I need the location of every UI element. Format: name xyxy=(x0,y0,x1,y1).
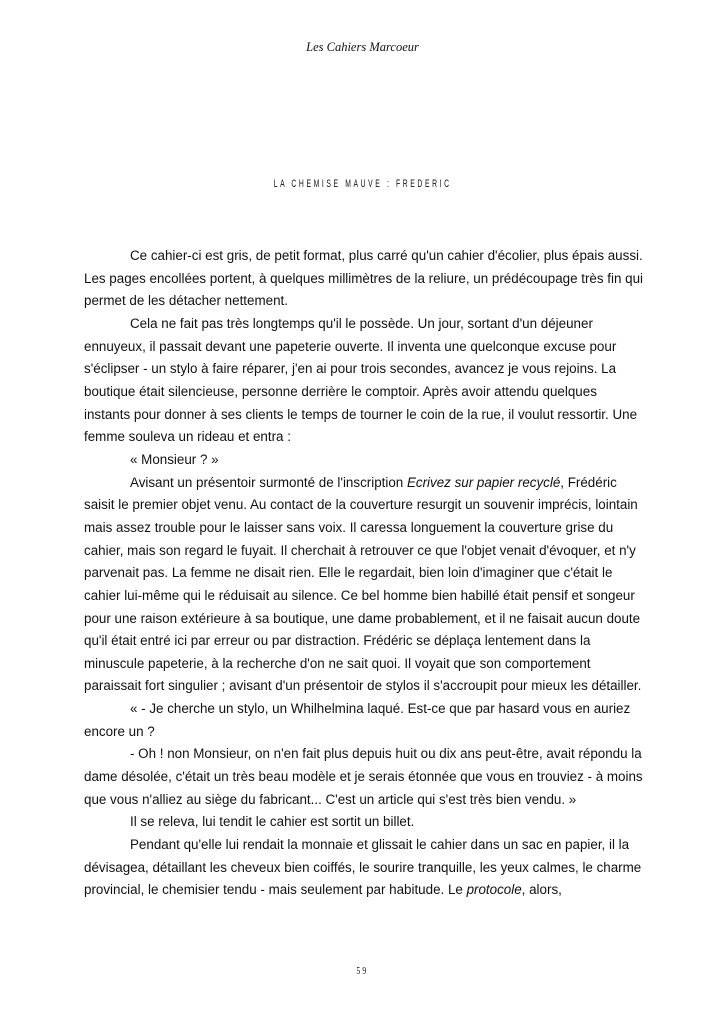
paragraph: « - Je cherche un stylo, un Whilhelmina laqué. Est-ce que par hasard vous en auriez encore un ? xyxy=(84,701,631,739)
paragraph xyxy=(84,472,644,699)
body-text xyxy=(84,245,644,902)
paragraph: Il se releva, lui tendit le cahier est sortit un billet. xyxy=(130,814,415,830)
paragraph: - Oh ! non Monsieur, on n'en fait plus depuis huit ou dix ans peut-être, avait répondu la dame désolée, c'était un très beau modèle et je serais étonnée que vous en trouviez - à moins que vous n'alliez au siège du fabricant... C'est un article qui s'est très bien vendu. » xyxy=(84,746,643,807)
paragraph: « Monsieur ? » xyxy=(130,451,219,467)
emphasized-text: protocole xyxy=(466,882,522,898)
paragraph: Cela ne fait pas très longtemps qu'il le possède. Un jour, sortant d'un déjeuner ennuyeux, il passait devant une papeterie ouverte. Il inventa une quelconque excuse pour s'éclipser - un stylo à faire réparer, j'en ai pour trois secondes, avancez je vous rejoins. La boutique était silencieuse, personne derrière le comptoir. Après avoir attendu quelques instants pour donner à ses clients le temps de tourner le coin de la rue, il voulut ressortir. Une femme souleva un rideau et entra : xyxy=(84,315,638,445)
paragraph xyxy=(84,834,644,902)
paragraph-text: , alors, xyxy=(521,882,562,898)
page-number: 59 xyxy=(356,965,369,977)
chapter-title: LA CHEMISE MAUVE : FREDERIC xyxy=(273,178,452,190)
paragraph-text: Pendant qu'elle lui rendait la monnaie et glissait le cahier dans un sac en papier, il la dévisagea, détaillant les cheveux bien coiffés, le sourire tranquille, les yeux calmes, le charme provincial, le chemisier tendu - mais seulement par habitude. Le xyxy=(84,837,642,898)
running-header: Les Cahiers Marcoeur xyxy=(306,40,419,54)
emphasized-text: Ecrivez sur papier recyclé xyxy=(406,474,561,490)
paragraph: Ce cahier-ci est gris, de petit format, plus carré qu'un cahier d'écolier, plus épais aussi. Les pages encollées portent, à quelques millimètres de la reliure, un prédécoupage très fin qui permet de les détacher nettement. xyxy=(84,248,644,309)
paragraph-text: , Frédéric saisit le premier objet venu. Au contact de la couverture resurgit un souvenir imprécis, lointain mais assez trouble pour le laisser sans voix. Il caressa longuement la couverture grise du cahier, mais son regard le fuyait. Il cherchait à retrouver ce que l'objet venait d'évoquer, et n'y parvenait pas. La femme ne disait rien. Elle le regardait, bien loin d'imaginer que c'était le cahier lui-même qui le réduisait au silence. Ce bel homme bien habillé était pensif et songeur pour une raison extérieure à sa boutique, une dame probablement, et il ne faisait aucun doute qu'il était entré ici par erreur ou par distraction. Frédéric se déplaça lentement dans la minuscule papeterie, à la recherche d'on ne sait quoi. Il voyait que son comportement paraissait fort singulier ; avisant d'un présentoir de stylos il s'accroupit pour mieux les détailler. xyxy=(84,474,642,694)
paragraph-text: Avisant un présentoir surmonté de l'inscription xyxy=(130,474,407,490)
